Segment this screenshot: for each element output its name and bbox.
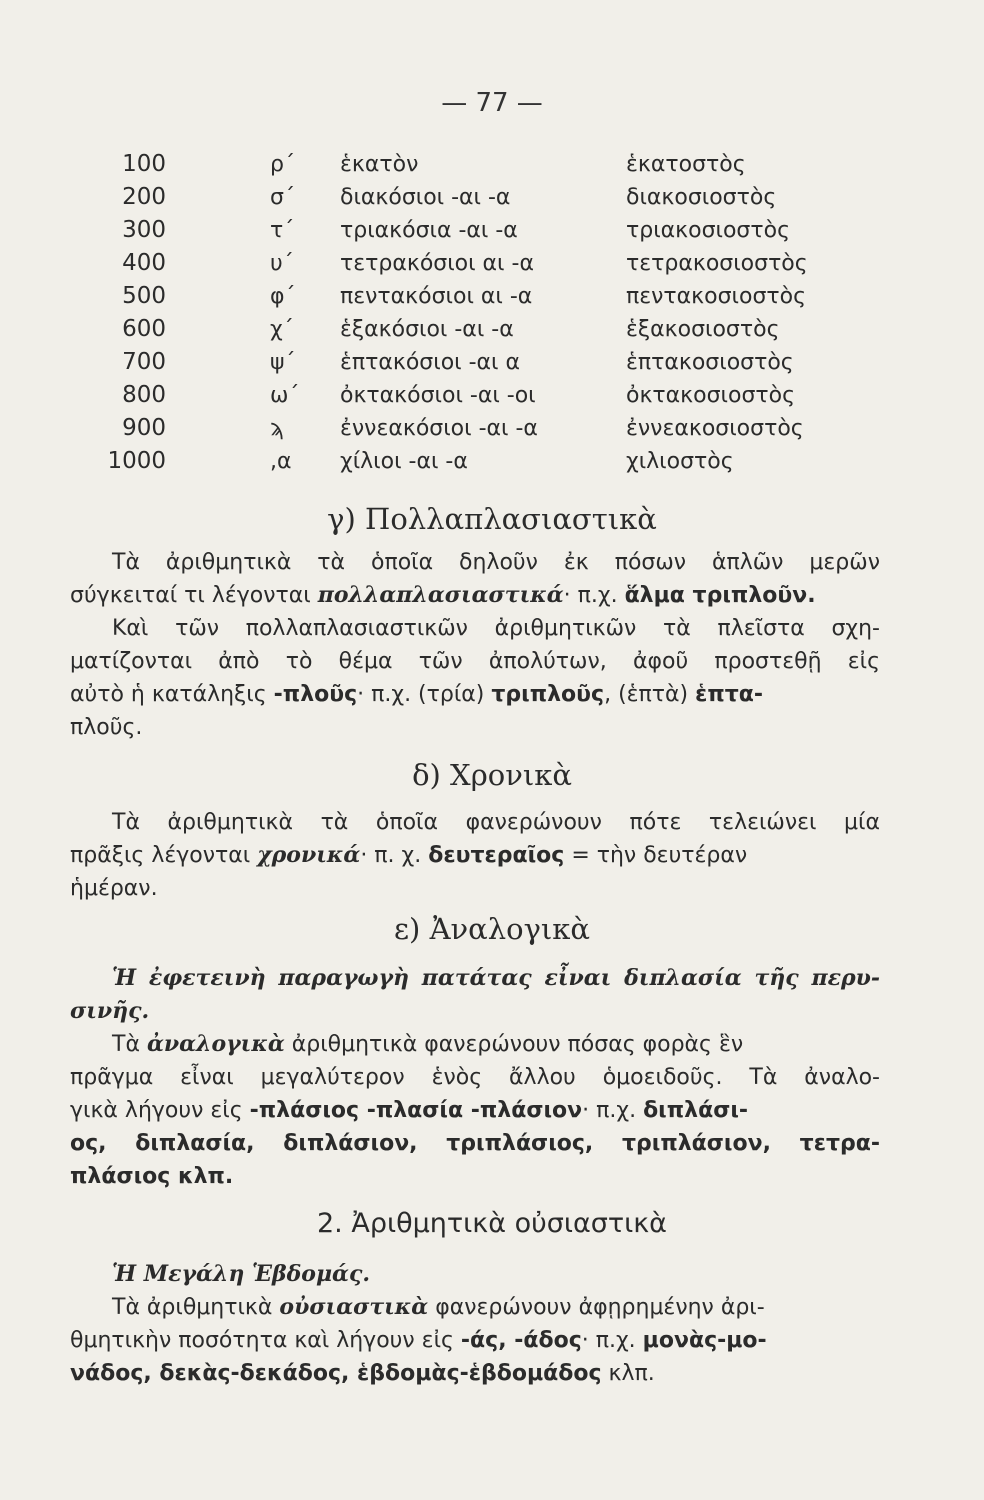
text-run: κλπ. xyxy=(601,1361,655,1386)
greek-numeral: σ΄ xyxy=(270,185,295,210)
greek-numeral: φ΄ xyxy=(270,284,296,309)
arabic-numeral: 900 xyxy=(122,415,166,441)
text-run: αὐτὸ ἡ κατάληξις xyxy=(70,682,274,707)
term-italic: πολλαπλασιαστικά xyxy=(317,582,564,608)
text-line: Καὶ τῶν πολλαπλασιαστικῶν ἀριθμητικῶν τὰ πλεῖστα σχη- xyxy=(112,616,880,641)
arabic-numeral: 500 xyxy=(122,283,166,309)
numerals-table xyxy=(0,148,984,478)
ordinal-word: ἑξακοσιοστὸς xyxy=(626,317,780,342)
cardinal-word: χίλιοι -αι -α xyxy=(340,449,468,474)
section-heading-delta: δ) Χρονικὰ xyxy=(412,758,572,792)
text-run: , (ἑπτὰ) xyxy=(604,682,696,707)
ordinal-word: ὀκτακοσιοστὸς xyxy=(626,383,796,408)
page-number: — 77 — xyxy=(441,88,543,118)
greek-numeral: χ΄ xyxy=(270,317,294,342)
example-bold: δευτεραῖος xyxy=(428,843,565,868)
ordinal-word: χιλιοστὸς xyxy=(626,449,734,474)
text-line xyxy=(70,678,880,711)
arabic-numeral: 1000 xyxy=(107,448,166,474)
greek-numeral: υ΄ xyxy=(270,251,294,276)
table-row xyxy=(0,181,984,214)
cardinal-word: πεντακόσιοι αι -α xyxy=(340,284,533,309)
text-line: Τὰ ἀριθμητικὰ τὰ ὁποῖα φανερώνουν πότε τελειώνει μία xyxy=(112,810,880,835)
text-run: γικὰ λήγουν εἰς xyxy=(70,1098,250,1123)
ordinal-word: διακοσιοστὸς xyxy=(626,185,777,210)
text-run: φανερώνουν ἀφῃρημένην ἀρι- xyxy=(428,1295,765,1320)
greek-numeral: ψ΄ xyxy=(270,350,296,375)
text-run: θμητικὴν ποσότητα καὶ λήγουν εἰς xyxy=(70,1328,461,1353)
text-line xyxy=(70,839,880,872)
greek-numeral: ϡ xyxy=(270,416,284,441)
ordinal-word: πεντακοσιοστὸς xyxy=(626,284,807,309)
cardinal-word: ὀκτακόσιοι -αι -οι xyxy=(340,383,536,408)
ordinal-word: τετρακοσιοστὸς xyxy=(626,251,808,276)
cardinal-word: ἑξακόσιοι -αι -α xyxy=(340,317,514,342)
ordinal-word: τριακοσιοστὸς xyxy=(626,218,790,243)
section-heading-epsilon: ε) Ἀναλογικὰ xyxy=(394,912,590,946)
text-line: ἡμέραν. xyxy=(70,876,158,901)
text-line: Τὰ ἀριθμητικὰ τὰ ὁποῖα δηλοῦν ἐκ πόσων ἁπλῶν μερῶν xyxy=(112,550,880,575)
text-line: ματίζονται ἀπὸ τὸ θέμα τῶν ἀπολύτων, ἀφοῦ προστεθῇ εἰς xyxy=(70,649,880,674)
arabic-numeral: 700 xyxy=(122,349,166,375)
paragraph-2 xyxy=(70,1258,880,1390)
arabic-numeral: 800 xyxy=(122,382,166,408)
table-row xyxy=(0,214,984,247)
example-sentence: Ἡ ἐφετεινὴ παραγωγὴ πατάτας εἶναι διπλασία τῆς περυ- xyxy=(112,965,880,991)
text-line xyxy=(70,1291,880,1324)
example-line-bold: ος, διπλασία, διπλάσιον, τριπλάσιος, τριπλάσιον, τετρα- xyxy=(70,1131,880,1156)
suffix-bold: -πλάσιος -πλασία -πλάσιον xyxy=(249,1098,583,1123)
example-sentence: Ἡ Μεγάλη Ἑβδομάς. xyxy=(112,1261,371,1287)
text-run: Τὰ ἀριθμητικὰ xyxy=(112,1295,280,1320)
table-row xyxy=(0,412,984,445)
text-line xyxy=(70,1324,880,1357)
text-run: · π.χ. xyxy=(581,1328,643,1353)
ordinal-word: ἐννεακοσιοστὸς xyxy=(626,416,804,441)
text-line: πρᾶγμα εἶναι μεγαλύτερον ἑνὸς ἄλλου ὁμοειδοῦς. Τὰ ἀναλο- xyxy=(70,1065,880,1090)
suffix-bold: -πλοῦς xyxy=(273,682,358,707)
cardinal-word: ἑκατὸν xyxy=(340,152,419,177)
text-line xyxy=(70,1028,880,1061)
arabic-numeral: 600 xyxy=(122,316,166,342)
ordinal-word: ἑπτακοσιοστὸς xyxy=(626,350,794,375)
table-row xyxy=(0,247,984,280)
section-heading-2: 2. Ἀριθμητικὰ οὐσιαστικὰ xyxy=(317,1208,667,1239)
paragraph-gamma-1 xyxy=(70,546,880,744)
text-line: πλοῦς. xyxy=(70,715,143,740)
term-italic: χρονικά xyxy=(257,842,361,868)
text-line xyxy=(70,1357,880,1390)
text-run: · π.χ. (τρία) xyxy=(357,682,492,707)
cardinal-word: διακόσιοι -αι -α xyxy=(340,185,511,210)
greek-numeral: ω΄ xyxy=(270,383,300,408)
text-run: ἀριθμητικὰ φανερώνουν πόσας φορὰς ἓν xyxy=(284,1032,744,1057)
section-heading-gamma: γ) Πολλαπλασιαστικὰ xyxy=(327,502,657,536)
text-run: · π.χ. xyxy=(563,583,625,608)
cardinal-word: ἐννεακόσιοι -αι -α xyxy=(340,416,538,441)
table-row xyxy=(0,445,984,478)
example-bold: μονὰς-μο- xyxy=(642,1328,767,1353)
paragraph-delta xyxy=(70,806,880,905)
greek-numeral: ρ΄ xyxy=(270,152,295,177)
greek-numeral: τ΄ xyxy=(270,218,295,243)
text-line xyxy=(70,579,880,612)
example-bold: νάδος, δεκὰς-δεκάδος, ἑβδομὰς-ἑβδομάδος xyxy=(70,1361,602,1386)
text-run: Τὰ xyxy=(112,1032,147,1057)
term-italic: οὐσιαστικὰ xyxy=(279,1294,429,1320)
example-bold: ἑπτα- xyxy=(695,682,764,707)
table-row xyxy=(0,346,984,379)
text-run: πρᾶξις λέγονται xyxy=(70,843,258,868)
arabic-numeral: 200 xyxy=(122,184,166,210)
example-bold: τριπλοῦς xyxy=(491,682,605,707)
ordinal-word: ἑκατοστὸς xyxy=(626,152,746,177)
paragraph-epsilon xyxy=(70,962,880,1193)
arabic-numeral: 100 xyxy=(122,151,166,177)
term-italic: ἀναλογικὰ xyxy=(146,1031,285,1057)
table-row xyxy=(0,379,984,412)
text-run: · π. χ. xyxy=(360,843,429,868)
table-row xyxy=(0,148,984,181)
example-bold: πλάσιος κλπ. xyxy=(70,1164,234,1189)
example-bold: διπλάσι- xyxy=(643,1098,749,1123)
arabic-numeral: 400 xyxy=(122,250,166,276)
cardinal-word: ἑπτακόσιοι -αι α xyxy=(340,350,520,375)
text-line xyxy=(70,1160,880,1193)
text-run: · π.χ. xyxy=(582,1098,644,1123)
table-row xyxy=(0,313,984,346)
cardinal-word: τετρακόσιοι αι -α xyxy=(340,251,534,276)
text-run: σύγκειταί τι λέγονται xyxy=(70,583,318,608)
suffix-bold: -άς, -άδος xyxy=(460,1328,582,1353)
example-sentence: σινῆς. xyxy=(70,998,150,1024)
greek-numeral: ,α xyxy=(270,449,292,474)
arabic-numeral: 300 xyxy=(122,217,166,243)
text-line xyxy=(70,1094,880,1127)
example-bold: ἅλμα τριπλοῦν. xyxy=(624,583,816,608)
text-run: = τὴν δευτέραν xyxy=(564,843,748,868)
cardinal-word: τριακόσια -αι -α xyxy=(340,218,518,243)
table-row xyxy=(0,280,984,313)
